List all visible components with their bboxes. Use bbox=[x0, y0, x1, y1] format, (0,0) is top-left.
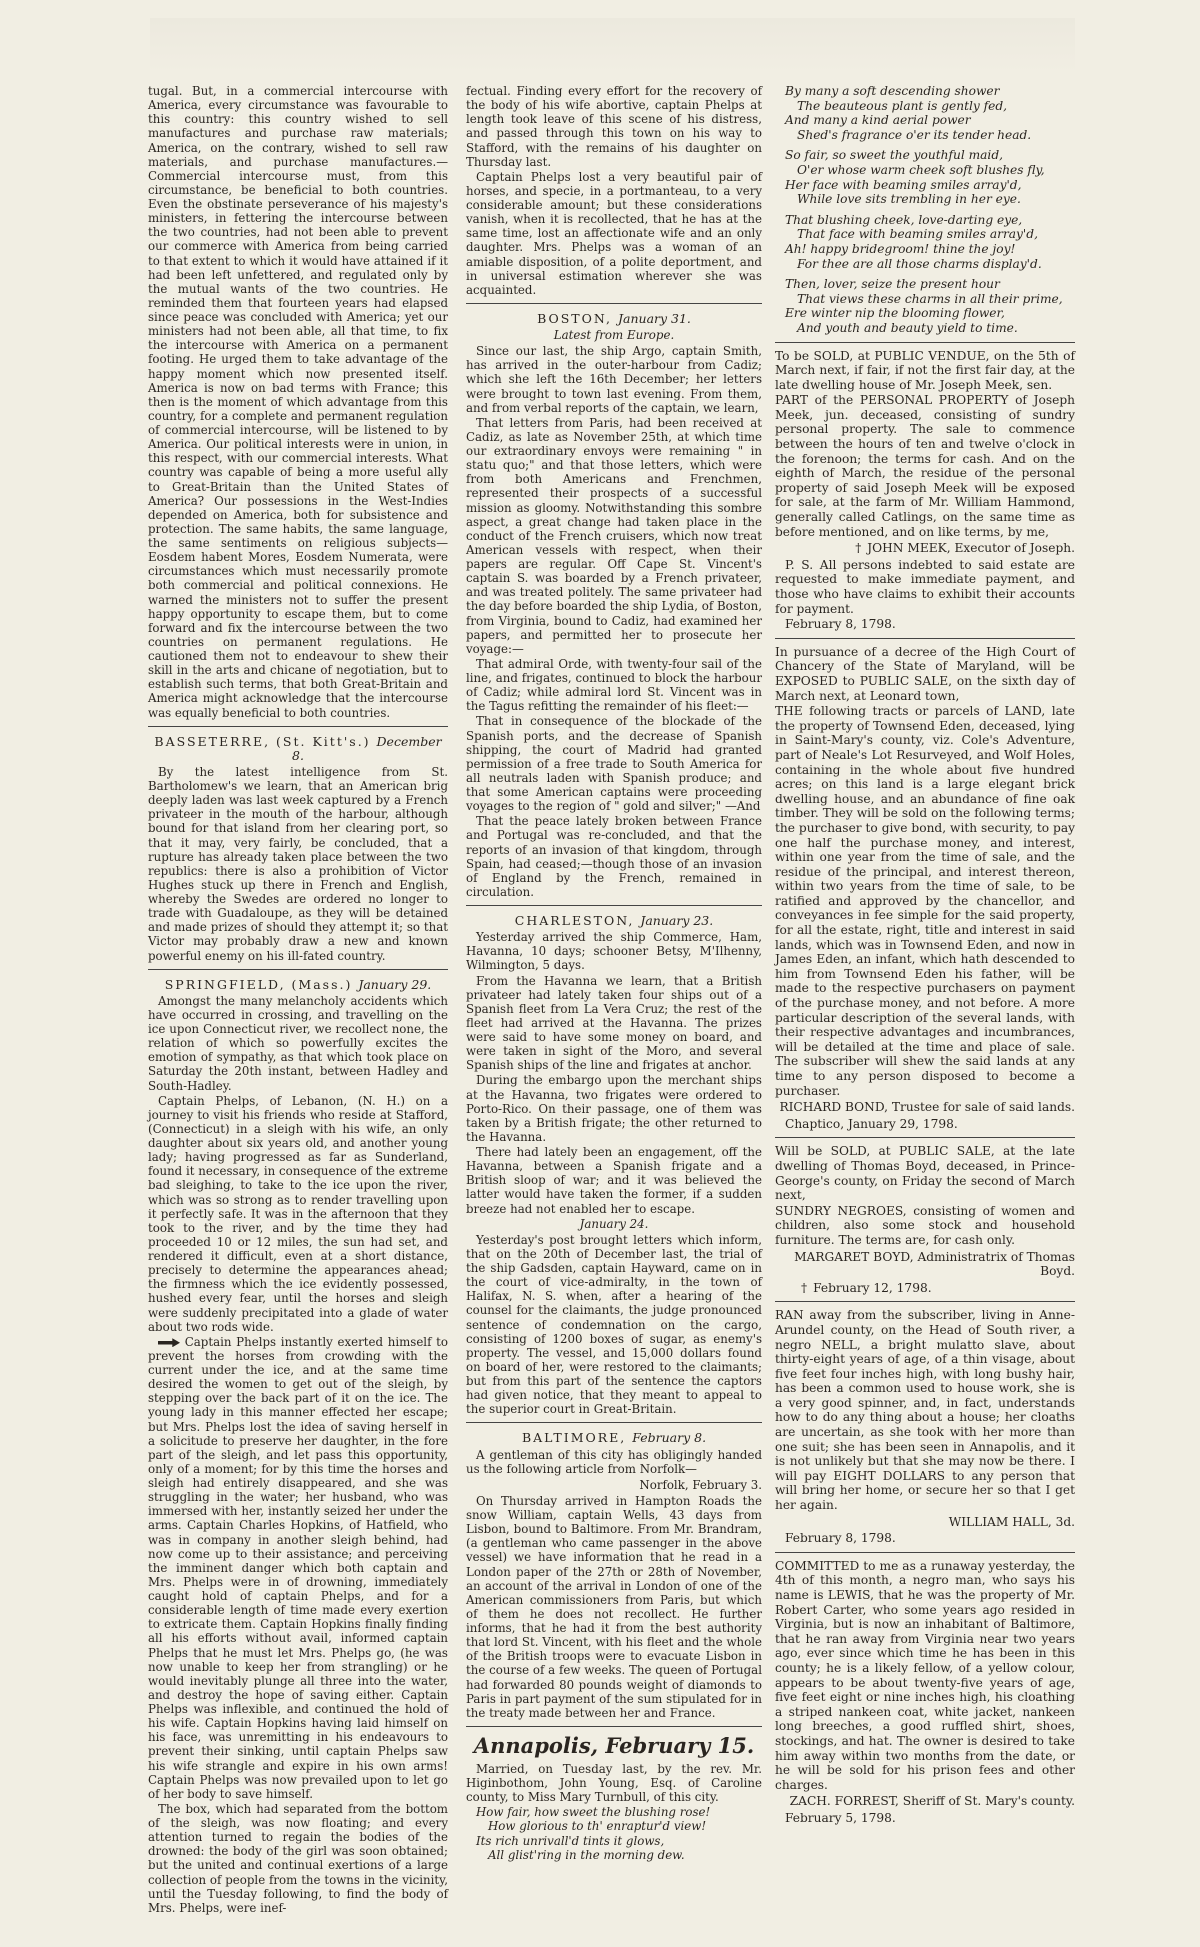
column-rule bbox=[466, 1726, 762, 1727]
article-paragraph: Since our last, the ship Argo, captain Smith, has arrived in the outer-harbour from Cadiz; which she left the 16th December; her letters were brought to town last evening. From them, and from verbal reports of the captain, we learn, bbox=[466, 344, 762, 415]
article-paragraph: From the Havanna we learn, that a British privateer had lately taken four ships out of a Spanish fleet from La Vera Cruz; the rest of the fleet had arrived at the Havanna. The prizes were said to have some money on board, and were taken in sight of the Moro, and several Spanish ships of the line and frigates at anchor. bbox=[466, 973, 762, 1073]
poem-line: The beauteous plant is gently fed, bbox=[797, 98, 1008, 113]
article-paragraph: On Thursday arrived in Hampton Roads the snow William, captain Wells, 43 days from Lisbon, bound to Baltimore. From Mr. Brandram, (a gentleman who came passenger in the above vessel) we have information that he read in a London paper of the 27th or 28th of November, an account of the arrival in London of one of the American commissioners from Paris, but which of them he does not recollect. He further informs, that he had it from the best authority that lord St. Vincent, with his fleet and the whole of the British troops were to evacuate Lisbon in the course of a few weeks. The queen of Portugal had forwarded 80 pounds weight of diamonds to Paris in part payment of the sum stipulated for in the treaty made between her and France. bbox=[466, 1493, 762, 1720]
article-paragraph: Yesterday arrived the ship Commerce, Ham, Havanna, 10 days; schooner Betsy, M'Ilhenny, Wilmington, 5 days. bbox=[466, 930, 762, 973]
column-rule bbox=[775, 638, 1075, 639]
dateline-secondary: January 24. bbox=[579, 1216, 649, 1231]
column-rule bbox=[775, 1552, 1075, 1553]
annapolis-heading: Annapolis, February 15. bbox=[473, 1732, 755, 1758]
dateline-boston: BOSTON, January 31. bbox=[537, 310, 691, 326]
poem-line: How fair, how sweet the blushing rose! bbox=[476, 1805, 711, 1820]
poem-line: Ah! happy bridegroom! thine the joy! bbox=[785, 241, 1016, 256]
pointing-hand-icon bbox=[158, 1338, 180, 1347]
ad-body: SUNDRY NEGROES, consisting of women and children, also some stock and household furniture. The terms are, for cash only. bbox=[775, 1203, 1075, 1247]
article-paragraph: The box, which had separated from the bottom of the sleigh, was now floating; and every attention turned to regain the bodies of the drowned: the body of the girl was soon obtained; but the united and continual exertions of a large collection of people from the towns in the vicinity, until the Tuesday following, to find the body of Mrs. Phelps, were inef- bbox=[148, 1801, 448, 1915]
ad-body: PART of the PERSONAL PROPERTY of Joseph Meek, jun. deceased, consisting of sundry personal property. The sale to commence between the hours of ten and twelve o'clock in the forenoon; the terms for cash. And on the eighth of March, the residue of the personal property of said Joseph Meek will be exposed for sale, at the farm of Mr. William Hammond, generally called Catlings, on the same time as before mentioned, and on like terms, by me, bbox=[775, 393, 1075, 539]
column-3 bbox=[775, 84, 1075, 1827]
poem-line: O'er whose warm cheek soft blushes fly, bbox=[797, 162, 1045, 177]
dateline-charleston: CHARLESTON, January 23. bbox=[514, 913, 714, 928]
poem-line: That views these charms in all their prime, bbox=[797, 291, 1063, 306]
ad-date: February 5, 1798. bbox=[785, 1810, 896, 1825]
column-rule bbox=[775, 1137, 1075, 1138]
article-paragraph: tugal. But, in a commercial intercourse with America, every circumstance was favourable to this country: this country wished to sell manufactures and purchase raw materials; America, on the contrary, wished to sell raw materials, and purchase manufactures.—Commercial intercourse must, from this circumstance, be beneficial to both countries. Even the obstinate perseverance of his majesty's ministers, in fettering the intercourse between the two countries, had not been able to prevent our commerce with America from being carried to that extent to which it would have attained if it had been left unfettered, and regulated only by the mutual wants of the two countries. He reminded them that fourteen years had elapsed since peace was concluded with America; yet our ministers had not been able, all that time, to fix the intercourse with America on a permanent footing. He urged them to take advantage of the happy moment which now presented itself. America is now on bad terms with France; this then is the moment of which advantage from this country, for a complete and permanent regulation of commercial intercourse, will be listened to by America. Our political interests were in union, in this respect, with our commercial interests. What country was capable of being a more useful ally to Great-Britain than the United States of America? Our possessions in the West-Indies depended on America, both for subsistence and protection. The same habits, the same language, the same sentiments on religious subjects—Eosdem habent Mores, Eosdem Numerata, were circumstances which must necessarily promote both commercial and political connexions. He warned the ministers not to suffer the present happy opportunity to escape them, but to come forward and fix the intercourse between the two countries on permanent regulations. He cautioned them not to endeavour to shew their skill in the arts and chicane of negotiation, but to establish such terms, that both Great-Britain and America might acknowledge that the intercourse was equally beneficial to both countries. bbox=[148, 84, 448, 720]
column-rule bbox=[466, 905, 762, 906]
column-rule bbox=[775, 1301, 1075, 1302]
column-rule bbox=[466, 1422, 762, 1423]
poem-line: For thee are all those charms display'd. bbox=[797, 256, 1042, 271]
ad-signature: ZACH. FORREST, Sheriff of St. Mary's county. bbox=[789, 1794, 1075, 1809]
poem-line: And many a kind aerial power bbox=[785, 113, 971, 128]
column-rule bbox=[466, 303, 762, 304]
article-paragraph: Amongst the many melancholy accidents which have occurred in crossing, and travelling on the ice upon Connecticut river, we recollect none, the relation of which so powerfully excites the emotion of sympathy, as that which took place on Saturday the 20th instant, between Hadley and South-Hadley. bbox=[148, 993, 448, 1093]
ad-intro: In pursuance of a decree of the High Court of Chancery of the State of Maryland, will be EXPOSED to PUBLIC SALE, on the sixth day of March next, at Leonard town, bbox=[775, 644, 1075, 703]
verse-block bbox=[775, 84, 1075, 336]
subheading: Latest from Europe. bbox=[553, 328, 675, 342]
column-1 bbox=[148, 84, 448, 1916]
advertisement-forrest bbox=[775, 1559, 1075, 1826]
dagger-icon: † bbox=[801, 1280, 808, 1295]
article-paragraph: That letters from Paris, had been received at Cadiz, as late as November 25th, at which time our extraordinary envoys were remaining " in statu quo;" and that those letters, which were from both Americans and Frenchmen, represented their prospects of a successful mission as gloomy. Notwithstanding this sombre aspect, a great change had taken place in the conduct of the French cruisers, which now treat American vessels with respect, when their papers are regular. Off Cape St. Vincent's captain S. was boarded by a French privateer, and was treated politely. The same privateer had the day before boarded the ship Lydia, of Boston, from Virginia, bound to Cadiz, had examined her papers, and permitted her to prosecute her voyage:— bbox=[466, 415, 762, 656]
advertisement-meek bbox=[775, 349, 1075, 632]
article-paragraph: A gentleman of this city has obligingly handed us the following article from Norfolk— bbox=[466, 1447, 762, 1476]
article-paragraph: There had lately been an engagement, off the Havanna, between a Spanish frigate and a British sloop of war; and it was believed the latter would have taken the former, if a sudden breeze had not enabled her to escape. bbox=[466, 1145, 762, 1216]
ad-signature: WILLIAM HALL, 3d. bbox=[948, 1514, 1075, 1529]
dagger-icon: † bbox=[855, 541, 862, 556]
article-paragraph: Married, on Tuesday last, by the rev. Mr. Higinbothom, John Young, Esq. of Caroline county, to Miss Mary Turnbull, of this city. bbox=[466, 1761, 762, 1805]
advertisement-hall bbox=[775, 1308, 1075, 1546]
ad-intro: Will be SOLD, at PUBLIC SALE, at the late dwelling of Thomas Boyd, deceased, in Prince-George's county, on Friday the second of March next, bbox=[775, 1144, 1075, 1203]
ad-intro: To be SOLD, at PUBLIC VENDUE, on the 5th of March next, if fair, if not the first fair day, at the late dwelling house of Mr. Joseph Meek, sen. bbox=[775, 348, 1075, 392]
article-paragraph: fectual. Finding every effort for the recovery of the body of his wife abortive, captain Phelps at length took leave of this scene of his distress, and passed through this town on his way to Stafford, with the remains of his daughter on Thursday last. bbox=[466, 84, 762, 169]
advertisement-boyd bbox=[775, 1144, 1075, 1295]
article-paragraph: Yesterday's post brought letters which inform, that on the 20th of December last, the trial of the ship Gadsden, captain Hayward, came on in the court of vice-admiralty, in the town of Halifax, N. S. when, after a hearing of the counsel for the claimants, the judge pronounced sentence of condemnation on the cargo, consisting of 1200 boxes of sugar, as enemy's property. The vessel, and 15,000 dollars found on board of her, were restored to the claimants; but from this part of the sentence the captors had given notice, that they meant to appeal to the superior court in Great-Britain. bbox=[466, 1232, 762, 1417]
poem-line: So fair, so sweet the youthful maid, bbox=[785, 148, 1003, 163]
poem-line: Shed's fragrance o'er its tender head. bbox=[797, 127, 1032, 142]
poem-line: Then, lover, seize the present hour bbox=[785, 277, 1000, 292]
ad-signature: MARGARET BOYD, Administratrix of Thomas Boyd. bbox=[794, 1249, 1075, 1279]
ad-body: THE following tracts or parcels of LAND, late the property of Townsend Eden, deceased, lying in Saint-Mary's county, viz. Cole's Adventure, part of Neale's Lot Resurveyed, and Wolf Holes, containing in the whole about five hundred acres; on this land is a large elegant brick dwelling house, and an abundance of fine oak timber. They will be sold on the following terms; the purchaser to give bond, with security, to pay one half the purchase money, and interest, within one year from the time of sale, and the residue of the principal, and interest thereon, within two years from the time of sale, to be ratified and approved by the chancellor, and conveyances in fee simple for the said property, for all the estate, right, title and interest in said lands, which was in Townsend Eden, and now in James Eden, an infant, which hath descended to him from Townsend Eden his father, will be made to the respective purchasers on payment of the purchase money, and not before. A more particular description of the several lands, with their respective advantages and incumbrances, will be detailed at the time and place of sale. The subscriber will shew the said lands at any time to any person disposed to become a purchaser. bbox=[775, 704, 1075, 1098]
dateline-basseterre: BASSETERRE, (St. Kitt's.) December 8. bbox=[154, 733, 442, 763]
poem-line: While love sits trembling in her eye. bbox=[797, 192, 1021, 207]
ad-date: February 8, 1798. bbox=[785, 617, 896, 632]
poem-line: That face with beaming smiles array'd, bbox=[797, 227, 1038, 242]
poem-line: And youth and beauty yield to time. bbox=[797, 320, 1018, 335]
dateline-springfield: SPRINGFIELD, (Mass.) January 29. bbox=[164, 976, 432, 992]
dateline-norfolk: Norfolk, February 3. bbox=[639, 1477, 762, 1492]
ad-date: Chaptico, January 29, 1798. bbox=[785, 1116, 958, 1131]
page-header-band bbox=[150, 18, 1075, 73]
column-2 bbox=[466, 84, 762, 1862]
column-rule bbox=[148, 726, 448, 727]
article-paragraph: By the latest intelligence from St. Bartholomew's we learn, that an American brig deeply laden was last week captured by a French privateer in the mouth of the harbour, although bound for that island from her clearing port, so that it may, very fairly, be concluded, that a rupture has already taken place between the two republics: there is also a prohibition of Victor Hughes stuck up there in French and English, whereby the Swedes are ordered no longer to trade with Guadaloupe, as they will be detained and made prizes of should they attempt it; so that Victor may probably draw a new and known powerful enemy on his ill-fated country. bbox=[148, 764, 448, 963]
column-rule bbox=[775, 342, 1075, 343]
poem-line: Its rich unrivall'd tints it glows, bbox=[476, 1833, 665, 1848]
ad-body: COMMITTED to me as a runaway yesterday, the 4th of this month, a negro man, who says his name is LEWIS, that he was the property of Mr. Robert Carter, who some years ago resided in Virginia, but is now an inhabitant of Baltimore, that he ran away from Virginia near two years ago, ever since which time he has been in this county; he is a likely fellow, of a yellow colour, appears to be about twenty-five years of age, five feet eight or nine inches high, his cloathing a striped nankeen coat, white jacket, nankeen long breeches, a good ruffled shirt, shoes, stockings, and hat. The owner is desired to take him away within two months from the date, or he will be sold for his prison fees and other charges. bbox=[775, 1558, 1075, 1792]
article-paragraph: Captain Phelps instantly exerted himself to prevent the horses from crowding with the current under the ice, and at the same time desired the women to get out of the sleigh, by stepping over the back part of it on the ice. The young lady in this manner effected her escape; but Mrs. Phelps lost the idea of saving herself in a solicitude to preserve her daughter, in the fore part of the sleigh, and let pass this opportunity, only of a moment; for by this time the horses and sleigh had entirely disappeared, and she was struggling in the water; her husband, who was immersed with her, instantly seized her under the arms. Captain Charles Hopkins, of Hatfield, who was in company in another sleigh behind, had now come up to their assistance; and perceiving the imminent danger which both captain and Mrs. Phelps were in of drowning, immediately caught hold of captain Phelps, and for a considerable length of time made every exertion to extricate them. Captain Hopkins finally finding all his efforts without avail, informed captain Phelps that he must let Mrs. Phelps go, (he was now unable to keep her from strangling) or he would inevitably plunge all three into the water, and destroy the hope of saving either. Captain Phelps was inflexible, and continued the hold of his wife. Captain Hopkins having laid himself on his face, was unremitting in his endeavours to prevent their sinking, until captain Phelps saw his wife strangle and expire in his own arms! Captain Phelps was now prevailed upon to let go of her body to save himself. bbox=[148, 1334, 449, 1801]
poem-line: Ere winter nip the blooming flower, bbox=[785, 306, 1005, 321]
article-paragraph: During the embargo upon the merchant ships at the Havanna, two frigates were ordered to Porto-Rico. On their passage, one of them was taken by a British frigate; the other returned to the Havanna. bbox=[466, 1073, 762, 1144]
ad-signature: † JOHN MEEK, Executor of Joseph. bbox=[855, 541, 1075, 556]
ad-signature: RICHARD BOND, Trustee for sale of said lands. bbox=[779, 1100, 1075, 1115]
article-paragraph: That in consequence of the blockade of the Spanish ports, and the decrease of Spanish shipping, the court of Madrid had granted permission of a free trade to South America for all neutrals laden with Spanish produce; and that some American captains were proceeding voyages to the region of " gold and silver;" —And bbox=[466, 714, 762, 814]
poem-line: How glorious to th' enraptur'd view! bbox=[488, 1819, 707, 1834]
ad-date: February 8, 1798. bbox=[785, 1531, 896, 1546]
article-paragraph: Captain Phelps, of Lebanon, (N. H.) on a journey to visit his friends who reside at Stafford, (Connecticut) in a sleigh with his wife, an only daughter about six years old, and another young lady; having progressed as far as Sunderland, found it necessary, in consequence of the extreme bad sleighing, to take to the ice upon the river, which was so strong as to render travelling upon it perfectly safe. It was in the afternoon that they took to the river, and by the time they had proceeded 10 or 12 miles, the sun had set, and rendered it difficult, even at a short distance, precisely to determine the appearances ahead; the firmness which the ice evidently possessed, hushed every fear, until the horses and sleigh were suddenly precipitated into a glade of water about two rods wide. bbox=[148, 1093, 448, 1334]
advertisement-bond bbox=[775, 645, 1075, 1132]
poem-line: By many a soft descending shower bbox=[785, 84, 1000, 98]
article-paragraph: Captain Phelps lost a very beautiful pair of horses, and specie, in a portmanteau, to a very considerable amount; but these considerations vanish, when it is recollected, that he has at the same time, lost an affectionate wife and an only daughter. Mrs. Phelps was a woman of an amiable disposition, of a polite deportment, and in universal estimation wherever she was acquainted. bbox=[466, 169, 762, 297]
ad-postscript: P. S. All persons indebted to said estate are requested to make immediate payment, and those who have claims to exhibit their accounts for payment. bbox=[775, 557, 1075, 616]
article-paragraph: That the peace lately broken between France and Portugal was re-concluded, and that the reports of an invasion of that kingdom, through Spain, had ceased;—though those of an invasion of England by the French, remained in circulation. bbox=[466, 814, 762, 899]
poem-line: That blushing cheek, love-darting eye, bbox=[785, 212, 1023, 227]
ad-body: RAN away from the subscriber, living in Anne-Arundel county, on the Head of South river, a negro NELL, a bright mulatto slave, about thirty-eight years of age, of a thin visage, about five feet four inches high, with long bushy hair, has been a common used to house work, she is a very good spinner, and, in fact, understands how to do any thing about a house; her cloaths are uncertain, as she took with her more than one suit; she has been seen in Annapolis, and it is not unlikely but that she may now be there. I will pay EIGHT DOLLARS to any person that will bring her home, or secure her so that I get her again. bbox=[775, 1308, 1075, 1513]
dateline-baltimore: BALTIMORE, February 8. bbox=[521, 1430, 707, 1446]
poem-line: All glist'ring in the morning dew. bbox=[488, 1847, 685, 1862]
poem-line: Her face with beaming smiles array'd, bbox=[785, 177, 1022, 192]
article-paragraph: That admiral Orde, with twenty-four sail of the line, and frigates, continued to block the harbour of Cadiz; while admiral lord St. Vincent was in the Tagus refitting the remainder of his fleet:— bbox=[466, 656, 762, 714]
column-rule bbox=[148, 969, 448, 970]
ad-date: † February 12, 1798. bbox=[775, 1281, 1075, 1296]
